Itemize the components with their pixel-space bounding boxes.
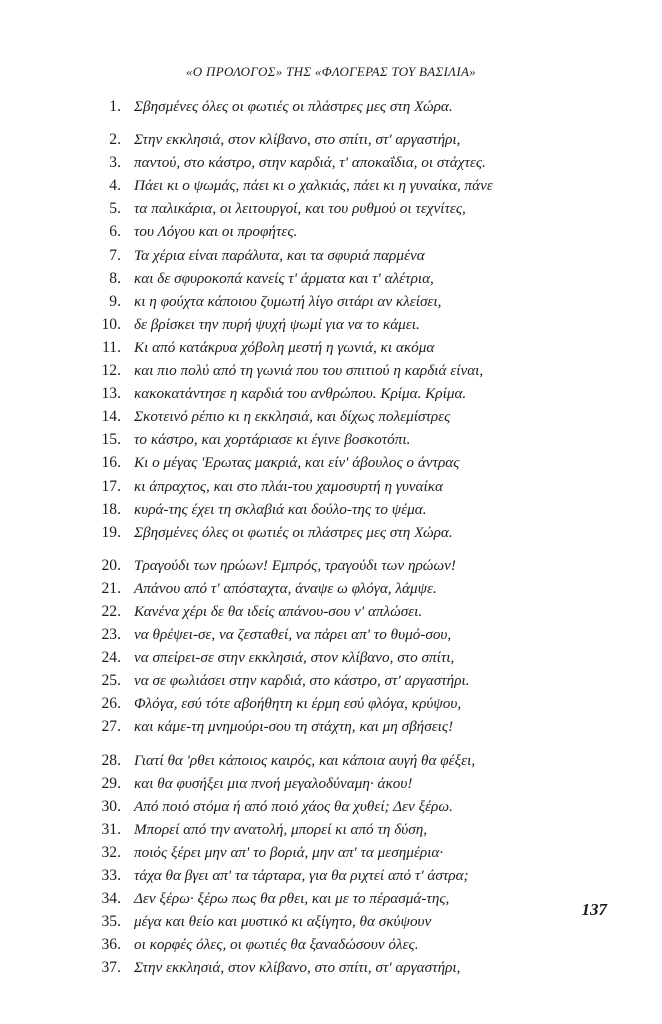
verse-text: Στην εκκλησιά, στον κλίβανο, στο σπίτι, στ' αργαστήρι,: [134, 131, 461, 149]
verse-text: Μπορεί από την ανατολή, μπορεί κι από τη δύση,: [134, 820, 428, 838]
verse-line: [0, 197, 662, 220]
line-number: 22.: [101, 602, 121, 620]
verse-text: Κι από κατάκρυα χόβολη μεστή η γωνιά, κι ακόμα: [134, 338, 435, 356]
verse-line: [0, 220, 662, 243]
verse-text: και πιο πολύ από τη γωνιά που του σπιτιού η καρδιά είναι,: [134, 362, 484, 380]
line-number: 33.: [101, 867, 121, 884]
verse-text: κυρά-της έχει τη σκλαβιά και δούλο-της το ψέμα.: [134, 500, 427, 518]
verse-text: και δε σφυροκοπά κανείς τ' άρματα και τ' αλέτρια,: [134, 269, 434, 287]
verse-text: και θα φυσήξει μια πνοή μεγαλοδύναμη· άκου!: [134, 774, 413, 792]
verse-text: Κανένα χέρι δε θα ιδείς απάνου-σου ν' απλώσει.: [134, 602, 423, 620]
line-number: 31.: [101, 820, 121, 838]
running-head: «Ο ΠΡΟΛΟΓΟΣ» ΤΗΣ «ΦΛΟΓΕΡΑΣ ΤΟΥ ΒΑΣΙΛΙΑ»: [186, 64, 476, 79]
verse-line: [0, 772, 662, 795]
verse-line: [0, 95, 662, 118]
verse-line: [0, 623, 662, 646]
verse-line: [0, 267, 662, 290]
line-number: 16.: [101, 454, 121, 472]
verse-text: του Λόγου και οι προφήτες.: [134, 223, 298, 241]
verse-line: [0, 174, 662, 197]
line-number: 17.: [101, 477, 121, 495]
verse-text: Γιατί θα 'ρθει κάποιος καιρός, και κάποια αυγή θα φέξει,: [134, 751, 476, 769]
line-number: 36.: [101, 936, 121, 954]
verse-text: Σβησμένες όλες οι φωτιές οι πλάστρες μες στη Χώρα.: [134, 98, 453, 115]
line-number: 29.: [101, 774, 121, 792]
verse-line: [0, 290, 662, 313]
line-number: 23.: [101, 626, 121, 644]
verse-line: [0, 554, 662, 577]
verse-text: μέγα και θείο και μυστικό κι αξίγητο, θα σκύψουν: [134, 913, 432, 931]
verse-text: τα παλικάρια, οι λειτουργοί, και του ρυθμού οι τεχνίτες,: [134, 200, 466, 218]
verse-text: Από ποιό στόμα ή από ποιό χάος θα χυθεί; Δεν ξέρω.: [134, 797, 453, 815]
verse-line: [0, 646, 662, 669]
verse-text: ποιός ξέρει μην απ' το βοριά, μην απ' τα μεσημέρια·: [134, 843, 444, 861]
stanza: [0, 749, 662, 980]
verse-text: το κάστρο, και χορτάριασε κι έγινε βοσκοτόπι.: [134, 431, 411, 449]
line-number: 3.: [109, 154, 121, 172]
line-number: 27.: [101, 718, 121, 736]
verse-line: [0, 336, 662, 359]
line-number: 30.: [101, 797, 121, 815]
verse-line: [0, 498, 662, 521]
verse-line: [0, 475, 662, 498]
line-number: 37.: [101, 959, 121, 977]
verse-text: Απάνου από τ' απόσταχτα, άναψε ω φλόγα, λάμψε.: [134, 579, 437, 597]
verse-line: [0, 887, 662, 910]
verse-text: να θρέψει-σε, να ζεσταθεί, να πάρει απ' το θυμό-σου,: [134, 626, 452, 644]
line-number: 12.: [101, 362, 121, 380]
line-number: 8.: [109, 269, 121, 287]
poem-body: [0, 95, 662, 979]
page-number: 137: [581, 900, 607, 919]
verse-line: [0, 956, 662, 979]
line-number: 20.: [101, 556, 121, 574]
line-number: 4.: [109, 177, 121, 195]
line-number: 32.: [101, 843, 121, 861]
verse-text: Πάει κι ο ψωμάς, πάει κι ο χαλκιάς, πάει κι η γυναίκα, πάνε: [134, 177, 493, 195]
verse-line: [0, 795, 662, 818]
verse-text: Κι ο μέγας 'Ερωτας μακριά, και είν' άβουλος ο άντρας: [134, 454, 460, 472]
line-number: 26.: [101, 695, 121, 713]
stanza: [0, 128, 662, 544]
verse-line: [0, 521, 662, 544]
line-number: 10.: [101, 315, 121, 333]
verse-text: τάχα θα βγει απ' τα τάρταρα, για θα ριχτεί από τ' άστρα;: [134, 867, 469, 884]
verse-line: [0, 749, 662, 772]
line-number: 19.: [101, 523, 121, 541]
verse-text: Τα χέρια είναι παράλυτα, και τα σφυριά παρμένα: [134, 246, 425, 264]
verse-line: [0, 818, 662, 841]
verse-text: Σβησμένες όλες οι φωτιές οι πλάστρες μες στη Χώρα.: [134, 523, 453, 541]
line-number: 5.: [109, 200, 121, 218]
verse-text: και κάμε-τη μνημούρι-σου τη στάχτη, και μη σβήσεις!: [134, 718, 454, 736]
line-number: 18.: [101, 500, 121, 518]
verse-text: Στην εκκλησιά, στον κλίβανο, στο σπίτι, στ' αργαστήρι,: [134, 959, 461, 977]
line-number: 2.: [109, 131, 121, 149]
line-number: 13.: [101, 385, 121, 403]
verse-line: [0, 692, 662, 715]
verse-line: [0, 359, 662, 382]
verse-text: Σκοτεινό ρέπιο κι η εκκλησιά, και δίχως πολεμίστρες: [134, 408, 451, 426]
verse-text: να σπείρει-σε στην εκκλησιά, στον κλίβανο, στο σπίτι,: [134, 649, 455, 667]
verse-text: κι η φούχτα κάποιου ζυμωτή λίγο σιτάρι αν κλείσει,: [134, 292, 442, 310]
verse-line: [0, 451, 662, 474]
verse-text: κι άπραχτος, και στο πλάι-του χαμοσυρτή η γυναίκα: [134, 477, 443, 495]
verse-line: [0, 382, 662, 405]
line-number: 6.: [109, 223, 121, 241]
verse-line: [0, 244, 662, 267]
line-number: 28.: [101, 751, 121, 769]
line-number: 21.: [101, 579, 121, 597]
line-number: 24.: [101, 649, 121, 667]
verse-line: [0, 151, 662, 174]
verse-line: [0, 933, 662, 956]
verse-line: [0, 405, 662, 428]
verse-text: παντού, στο κάστρο, στην καρδιά, τ' αποκαΐδια, οι στάχτες.: [134, 154, 486, 172]
line-number: 14.: [101, 408, 121, 426]
line-number: 25.: [101, 672, 121, 690]
line-number: 11.: [102, 338, 121, 356]
verse-line: [0, 313, 662, 336]
verse-line: [0, 577, 662, 600]
line-number: 7.: [109, 246, 121, 264]
verse-text: Δεν ξέρω· ξέρω πως θα ρθει, και με το πέρασμά-της,: [134, 890, 450, 908]
line-number: 9.: [109, 292, 121, 310]
verse-text: να σε φωλιάσει στην καρδιά, στο κάστρο, στ' αργαστήρι.: [134, 672, 470, 690]
verse-line: [0, 841, 662, 864]
verse-line: [0, 910, 662, 933]
verse-text: κακοκατάντησε η καρδιά του ανθρώπου. Κρίμα. Κρίμα.: [134, 385, 467, 403]
stanza: [0, 95, 662, 118]
verse-text: οι κορφές όλες, οι φωτιές θα ξαναδώσουν όλες.: [134, 936, 419, 954]
line-number: 1.: [109, 98, 121, 115]
verse-text: δε βρίσκει την πυρή ψυχή ψωμί για να το κάμει.: [134, 315, 420, 333]
verse-line: [0, 864, 662, 887]
stanza: [0, 554, 662, 739]
verse-line: [0, 428, 662, 451]
verse-line: [0, 715, 662, 738]
verse-line: [0, 128, 662, 151]
verse-text: Τραγούδι των ηρώων! Εμπρός, τραγούδι των ηρώων!: [134, 556, 456, 574]
line-number: 34.: [101, 890, 121, 908]
line-number: 15.: [101, 431, 121, 449]
verse-text: Φλόγα, εσύ τότε αβοήθητη κι έρμη εσύ φλόγα, κρύψου,: [134, 695, 462, 713]
line-number: 35.: [101, 913, 121, 931]
verse-line: [0, 600, 662, 623]
verse-line: [0, 669, 662, 692]
